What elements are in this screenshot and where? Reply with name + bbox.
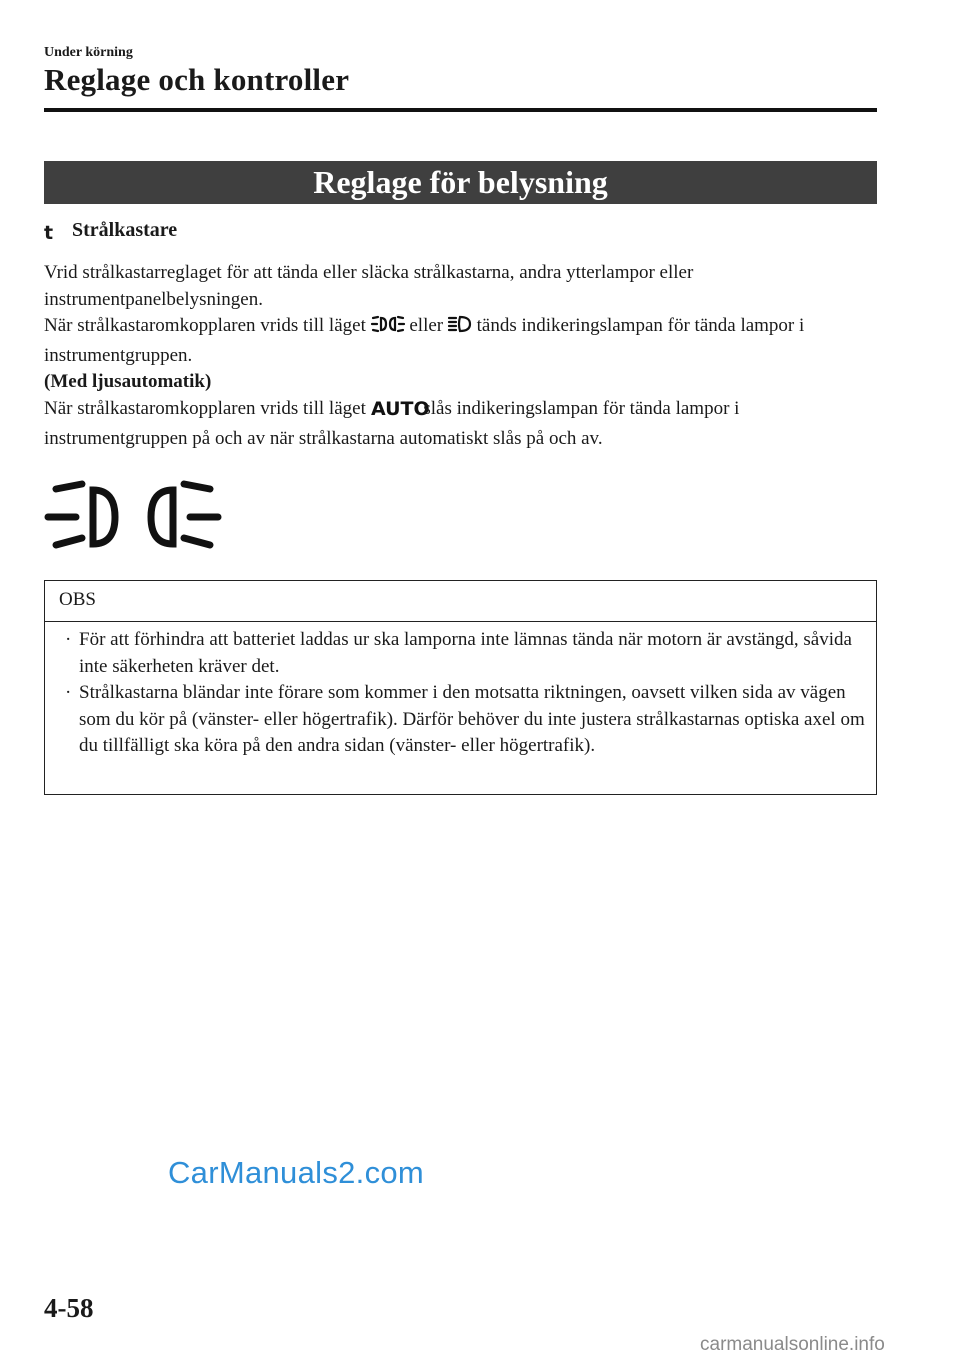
note-item (65, 627, 865, 680)
note-title: OBS (59, 589, 96, 610)
section-bullet: t (44, 222, 54, 244)
site-link[interactable]: carmanualsonline.info (700, 1334, 885, 1355)
paragraph-2 (44, 313, 874, 369)
note-item-text: Strålkastarna bländar inte förare som kommer i den motsatta riktningen, oavsett vilken sida av vägen som du kör på (vänster- eller högertrafik). Därför behöver du inte justera strålkastarnas optiska axel om du tillfälligt ska köra på den andra sidan (vänster- eller högertrafik). (79, 682, 865, 757)
note-item (65, 680, 865, 760)
section-title: Strålkastare (72, 219, 178, 241)
note-item-text: För att förhindra att batteriet laddas ur ska lamporna inte lämnas tända när motorn är avstängd, såvida inte säkerheten kräver det. (79, 629, 852, 677)
paragraph-2-before: När strålkastaromkopplaren vrids till läget (44, 315, 366, 337)
topic-banner: Reglage för belysning (44, 161, 877, 204)
section-label: Under körning (44, 45, 133, 60)
paragraph-4-after: slås indikeringslampan för tända lampor i instrumentgruppen på och av när strålkastarna automatiskt slås på och av. (44, 397, 740, 449)
paragraph-2-middle: eller (409, 315, 444, 337)
lights-on-indicator-icon (44, 472, 222, 565)
paragraph-2-after: tänds indikeringslampan för tända lampor i instrumentgruppen. (44, 315, 805, 366)
note-box (44, 580, 877, 795)
chapter-title: Reglage och kontroller (44, 62, 350, 97)
auto-heading: (Med ljusautomatik) (44, 371, 212, 393)
watermark-link[interactable]: CarManuals2.com (168, 1155, 425, 1190)
page-number: 4-58 (44, 1293, 94, 1323)
paragraph-4-before: När strålkastaromkopplaren vrids till läget (44, 397, 366, 419)
note-list (65, 627, 865, 760)
paragraph-4 (44, 396, 874, 452)
position-lamp-icon (371, 314, 405, 343)
bullet-icon: · (65, 629, 72, 650)
auto-icon (370, 397, 430, 426)
auto-icon-label: AUTO (370, 397, 430, 420)
paragraph-1: Vrid strålkastarreglaget för att tända eller släcka strålkastarna, andra ytterlampor eller instrumentpanelbelysningen. (44, 262, 694, 310)
bullet-icon: · (65, 682, 72, 704)
body-text (44, 260, 874, 452)
note-header (45, 581, 876, 622)
header-rule (44, 108, 877, 112)
headlamp-icon (448, 314, 472, 343)
